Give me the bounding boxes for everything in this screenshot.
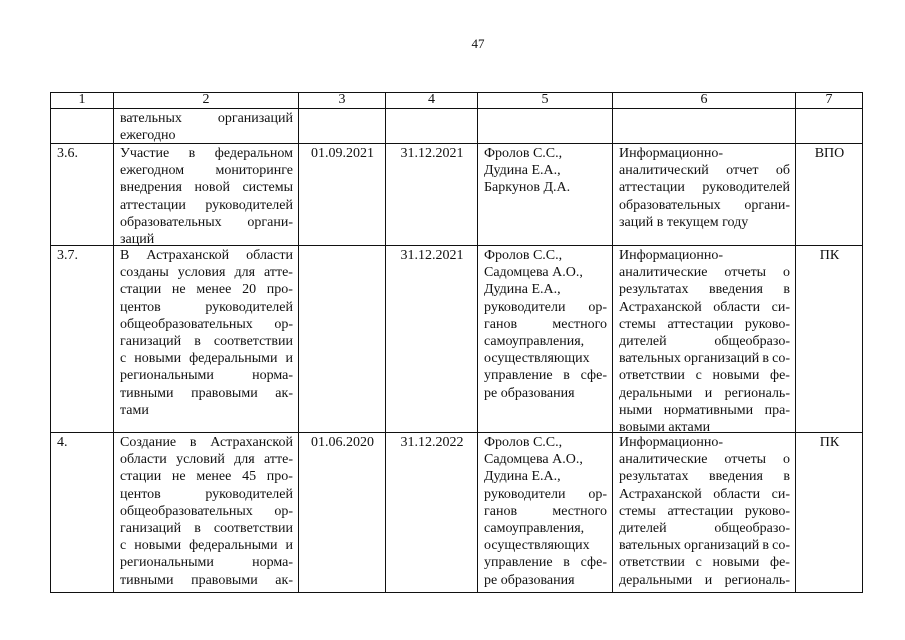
responsible-line: ре образования bbox=[484, 572, 575, 588]
responsible-line: управление в сфе- bbox=[484, 368, 607, 384]
activity-line: с новыми федеральными и bbox=[120, 538, 293, 554]
result-line: аттестации руководителей bbox=[619, 180, 790, 196]
responsible-cell bbox=[478, 246, 613, 433]
end-date-cell bbox=[386, 144, 478, 246]
result-line: дителей общеобразо- bbox=[619, 333, 790, 349]
responsible-line: руководители ор- bbox=[484, 486, 607, 502]
page-number: 47 bbox=[471, 36, 485, 51]
activity-line: ежегодном мониторинге bbox=[120, 163, 293, 179]
result-line: деральными и региональ- bbox=[619, 572, 790, 588]
activity-line: вательных организаций bbox=[120, 111, 293, 126]
responsible-line: Дудина Е.А., bbox=[484, 163, 561, 179]
responsible-cell bbox=[478, 433, 613, 593]
column-number-4: 4 bbox=[386, 93, 478, 109]
activity-cell bbox=[114, 246, 299, 433]
result-type-cell bbox=[796, 144, 863, 246]
activity-cell bbox=[114, 433, 299, 593]
result-cell bbox=[613, 109, 796, 144]
row-number-cell bbox=[51, 109, 114, 144]
activity-cell bbox=[114, 109, 299, 144]
activity-line: внедрения новой системы bbox=[120, 180, 293, 196]
activity-line: заций bbox=[120, 231, 155, 247]
activity-line: тами bbox=[120, 402, 149, 418]
responsible-cell bbox=[478, 144, 613, 246]
start-date: 01.09.2021 bbox=[311, 146, 374, 161]
activity-line: региональными норма- bbox=[120, 368, 293, 384]
activity-line: общеобразовательных ор- bbox=[120, 503, 293, 519]
start-date: 01.06.2020 bbox=[311, 435, 374, 450]
result-line: вовыми актами bbox=[619, 419, 711, 435]
end-date: 31.12.2021 bbox=[400, 146, 464, 161]
end-date-cell bbox=[386, 246, 478, 433]
result-line: результатах введения в bbox=[619, 282, 790, 298]
activity-line: тивными правовыми ак- bbox=[120, 572, 293, 588]
column-number-2: 2 bbox=[114, 93, 299, 109]
row-number-cell bbox=[51, 144, 114, 246]
column-number-5: 5 bbox=[478, 93, 613, 109]
activity-line: общеобразовательных ор- bbox=[120, 316, 293, 332]
responsible-line: ре образования bbox=[484, 385, 575, 401]
start-date-cell bbox=[299, 246, 386, 433]
result-line: Информационно- bbox=[619, 146, 724, 161]
row-number: 3.7. bbox=[57, 248, 78, 263]
result-line: аналитический отчет об bbox=[619, 163, 790, 179]
result-cell bbox=[613, 246, 796, 433]
activity-line: образовательных органи- bbox=[120, 214, 293, 230]
activity-line: ганизаций в соответствии bbox=[120, 520, 293, 536]
column-number-7: 7 bbox=[796, 93, 863, 109]
result-line: Информационно- bbox=[619, 248, 724, 263]
row-number-cell bbox=[51, 433, 114, 593]
responsible-line: самоуправления, bbox=[484, 333, 585, 349]
row-number: 4. bbox=[57, 435, 68, 450]
responsible-line: осуществляющих bbox=[484, 538, 590, 554]
result-line: дителей общеобразо- bbox=[619, 520, 790, 536]
column-number-1: 1 bbox=[51, 93, 114, 109]
result-line: ными нормативными пра- bbox=[619, 402, 790, 418]
responsible-line: Садомцева А.О., bbox=[484, 452, 583, 468]
responsible-line: Фролов С.С., bbox=[484, 435, 563, 450]
activity-line: центов руководителей bbox=[120, 299, 293, 315]
responsible-line: управление в сфе- bbox=[484, 555, 607, 571]
column-number-6: 6 bbox=[613, 93, 796, 109]
result-line: ответствии с новыми фе- bbox=[619, 555, 790, 571]
start-date-cell bbox=[299, 109, 386, 144]
result-line: образовательных органи- bbox=[619, 197, 790, 213]
activity-line: стации не менее 20 про- bbox=[120, 282, 293, 298]
activity-line: тивными правовыми ак- bbox=[120, 385, 293, 401]
plan-table bbox=[50, 92, 863, 593]
result-type-cell bbox=[796, 433, 863, 593]
activity-line: региональными норма- bbox=[120, 555, 293, 571]
responsible-line: ганов местного bbox=[484, 503, 607, 519]
end-date-cell bbox=[386, 109, 478, 144]
result-line: вательных организаций в со- bbox=[619, 538, 790, 554]
result-type-cell bbox=[796, 246, 863, 433]
result-line: аналитические отчеты о bbox=[619, 452, 790, 468]
end-date: 31.12.2022 bbox=[400, 435, 464, 450]
activity-line: Создание в Астраханской bbox=[120, 435, 293, 450]
activity-line: стации не менее 45 про- bbox=[120, 469, 293, 485]
activity-line: области условий для атте- bbox=[120, 452, 293, 468]
result-line: аналитические отчеты о bbox=[619, 265, 790, 281]
activity-line: с новыми федеральными и bbox=[120, 351, 293, 367]
activity-line: ганизаций в соответствии bbox=[120, 333, 293, 349]
result-line: результатах введения в bbox=[619, 469, 790, 485]
responsible-line: Баркунов Д.А. bbox=[484, 180, 571, 196]
responsible-line: Дудина Е.А., bbox=[484, 282, 561, 298]
row-number: 3.6. bbox=[57, 146, 78, 161]
activity-line: Участие в федеральном bbox=[120, 146, 293, 161]
result-type-cell bbox=[796, 109, 863, 144]
result-line: вательных организаций в со- bbox=[619, 351, 790, 367]
result-line: заций в текущем году bbox=[619, 214, 749, 230]
responsible-line: самоуправления, bbox=[484, 520, 585, 536]
result-line: Астраханской области си- bbox=[619, 486, 790, 502]
result-line: Информационно- bbox=[619, 435, 724, 450]
start-date-cell bbox=[299, 433, 386, 593]
responsible-line: Фролов С.С., bbox=[484, 146, 563, 161]
activity-line: В Астраханской области bbox=[120, 248, 293, 263]
responsible-line: Садомцева А.О., bbox=[484, 265, 583, 281]
result-line: деральными и региональ- bbox=[619, 385, 790, 401]
result-type: ПК bbox=[819, 248, 840, 263]
result-type: ПК bbox=[819, 435, 840, 450]
end-date: 31.12.2021 bbox=[400, 248, 464, 263]
result-line: Астраханской области си- bbox=[619, 299, 790, 315]
result-line: стемы аттестации руково- bbox=[619, 316, 790, 332]
activity-line: аттестации руководителей bbox=[120, 197, 293, 213]
result-cell bbox=[613, 433, 796, 593]
activity-line: ежегодно bbox=[120, 128, 176, 144]
result-line: стемы аттестации руково- bbox=[619, 503, 790, 519]
column-number-3: 3 bbox=[299, 93, 386, 109]
activity-cell bbox=[114, 144, 299, 246]
activity-line: центов руководителей bbox=[120, 486, 293, 502]
row-number-cell bbox=[51, 246, 114, 433]
responsible-cell bbox=[478, 109, 613, 144]
result-cell bbox=[613, 144, 796, 246]
result-type: ВПО bbox=[814, 146, 845, 161]
activity-line: созданы условия для атте- bbox=[120, 265, 293, 281]
end-date-cell bbox=[386, 433, 478, 593]
responsible-line: Фролов С.С., bbox=[484, 248, 563, 263]
responsible-line: руководители ор- bbox=[484, 299, 607, 315]
responsible-line: осуществляющих bbox=[484, 351, 590, 367]
responsible-line: Дудина Е.А., bbox=[484, 469, 561, 485]
result-line: ответствии с новыми фе- bbox=[619, 368, 790, 384]
responsible-line: ганов местного bbox=[484, 316, 607, 332]
start-date-cell bbox=[299, 144, 386, 246]
